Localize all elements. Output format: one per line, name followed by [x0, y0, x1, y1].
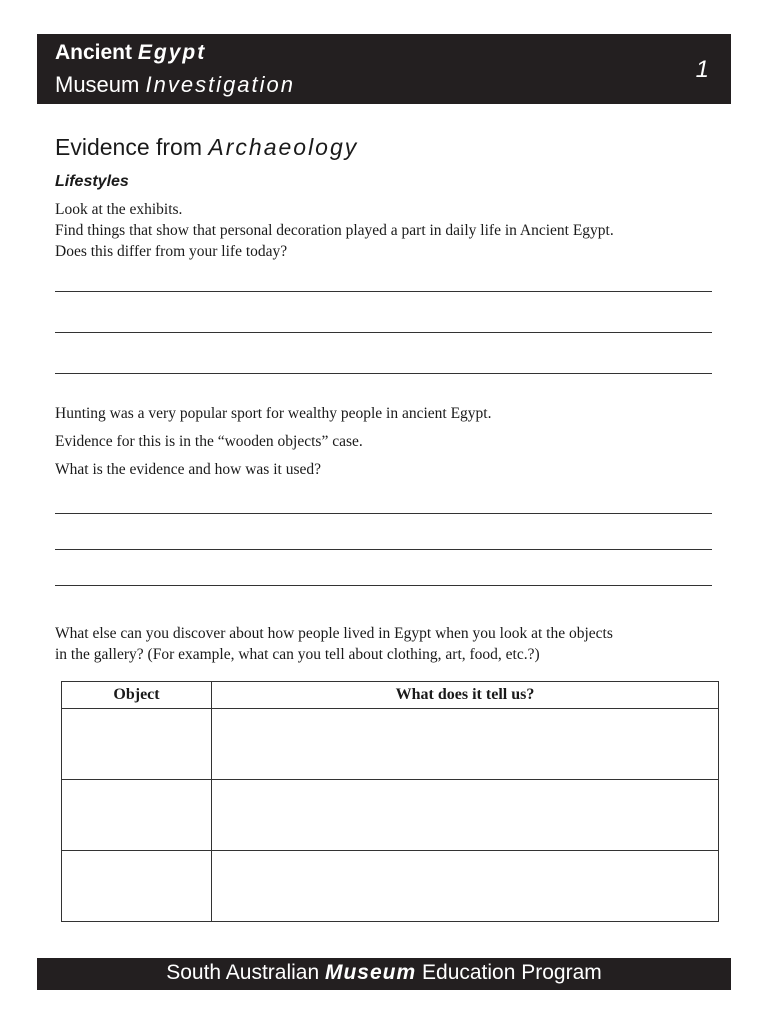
section-title: [55, 134, 358, 161]
q2-line: Hunting was a very popular sport for wealthy people in ancient Egypt.: [55, 405, 492, 422]
object-cell[interactable]: [62, 780, 212, 851]
header-title-investigation: Investigation: [145, 72, 296, 97]
section-title-prefix: Evidence from: [55, 134, 203, 160]
q3-line: in the gallery? (For example, what can you tell about clothing, art, food, etc.?): [55, 646, 540, 663]
footer-text-a: South Australian: [166, 961, 320, 984]
footer-text-museum: Museum: [324, 961, 417, 984]
q1-line: Does this differ from your life today?: [55, 243, 288, 260]
column-header-object: Object: [62, 682, 212, 709]
object-table: [61, 681, 719, 922]
answer-line[interactable]: [55, 332, 712, 333]
q1-line: Find things that show that personal decoration played a part in daily life in Ancient Egypt.: [55, 222, 614, 239]
subheading-lifestyles: Lifestyles: [55, 173, 129, 190]
header-title-museum: Museum: [55, 72, 140, 97]
header-title-line1: [55, 41, 206, 65]
section-title-emphasis: Archaeology: [208, 134, 359, 160]
meaning-cell[interactable]: [212, 709, 719, 780]
column-header-meaning: What does it tell us?: [212, 682, 719, 709]
table-row: [62, 780, 719, 851]
table-row: [62, 851, 719, 922]
answer-line[interactable]: [55, 373, 712, 374]
footer-text-c: Education Program: [422, 961, 602, 984]
meaning-cell[interactable]: [212, 780, 719, 851]
answer-line[interactable]: [55, 291, 712, 292]
q1-line: Look at the exhibits.: [55, 201, 183, 218]
header-title-line2: [55, 72, 295, 98]
meaning-cell[interactable]: [212, 851, 719, 922]
table-header-row: [62, 682, 719, 709]
footer-banner: [37, 958, 731, 990]
q3-line: What else can you discover about how people lived in Egypt when you look at the objects: [55, 625, 613, 642]
answer-line[interactable]: [55, 549, 712, 550]
object-cell[interactable]: [62, 709, 212, 780]
object-cell[interactable]: [62, 851, 212, 922]
header-banner: [37, 34, 731, 104]
table-row: [62, 709, 719, 780]
q2-line: Evidence for this is in the “wooden objects” case.: [55, 433, 363, 450]
answer-line[interactable]: [55, 585, 712, 586]
q2-line: What is the evidence and how was it used?: [55, 461, 321, 478]
header-title-ancient: Ancient: [55, 41, 133, 64]
page-number: 1: [695, 56, 709, 83]
header-title-egypt: Egypt: [137, 41, 207, 64]
answer-line[interactable]: [55, 513, 712, 514]
